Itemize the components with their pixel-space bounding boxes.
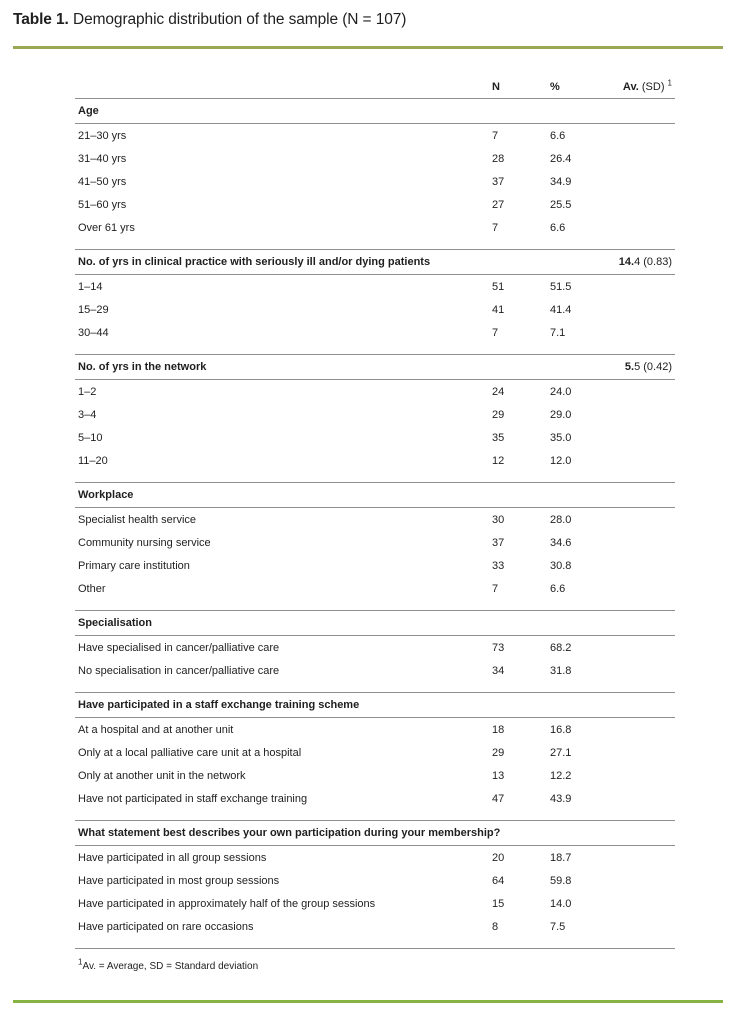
row-label: 1–2 [78, 385, 97, 398]
average-bold-part: 14. [618, 256, 635, 268]
average-bold-part: 5. [624, 361, 635, 373]
row-label: 30–44 [78, 326, 109, 339]
row-label: Have participated in most group sessions [78, 874, 280, 887]
cell-n: 18 [492, 723, 505, 736]
section-header-row [75, 483, 675, 508]
table-row [75, 426, 675, 449]
table-section [75, 693, 675, 821]
row-label: Have participated on rare occasions [78, 920, 254, 933]
cell-n: 34 [492, 664, 505, 677]
cell-n: 29 [492, 746, 505, 759]
section-average-value [610, 256, 675, 268]
cell-percent: 41.4 [550, 303, 572, 316]
cell-percent: 7.1 [550, 326, 566, 339]
table-row [75, 298, 675, 321]
cell-n: 41 [492, 303, 505, 316]
cell-n: 8 [492, 920, 499, 933]
row-label: Have not participated in staff exchange training [78, 792, 308, 805]
cell-n: 73 [492, 641, 505, 654]
section-header-label: No. of yrs in clinical practice with seriously ill and/or dying patients [78, 256, 431, 268]
row-label: 41–50 yrs [78, 175, 127, 188]
table-section [75, 483, 675, 611]
cell-n: 12 [492, 454, 505, 467]
table-row [75, 718, 675, 741]
table-section [75, 250, 675, 355]
section-header-label: No. of yrs in the network [78, 361, 207, 373]
cell-n: 29 [492, 408, 505, 421]
section-header-row [75, 821, 675, 846]
top-rule [13, 46, 723, 49]
table-row [75, 508, 675, 531]
table-section [75, 355, 675, 483]
cell-n: 28 [492, 152, 505, 165]
section-average-value [610, 361, 675, 373]
column-header-percent: % [550, 80, 560, 93]
row-label: Community nursing service [78, 536, 211, 549]
section-header-label: Have participated in a staff exchange training scheme [78, 699, 360, 711]
table-body [75, 99, 675, 949]
table-section [75, 821, 675, 949]
footnote-text: Av. = Average, SD = Standard deviation [82, 961, 259, 972]
row-label: No specialisation in cancer/palliative care [78, 664, 280, 677]
cell-percent: 29.0 [550, 408, 572, 421]
table-row [75, 147, 675, 170]
row-label: Only at another unit in the network [78, 769, 246, 782]
row-label: Specialist health service [78, 513, 197, 526]
column-header-n: N [492, 80, 500, 93]
row-label: Primary care institution [78, 559, 190, 572]
cell-percent: 34.6 [550, 536, 572, 549]
cell-percent: 30.8 [550, 559, 572, 572]
table-row [75, 636, 675, 659]
cell-percent: 34.9 [550, 175, 572, 188]
table-row [75, 380, 675, 403]
row-label: Have participated in all group sessions [78, 851, 267, 864]
row-label: 5–10 [78, 431, 103, 444]
table-row [75, 554, 675, 577]
table-row [75, 531, 675, 554]
section-header-row [75, 99, 675, 124]
cell-n: 64 [492, 874, 505, 887]
table-caption-number: Table 1. [13, 11, 69, 28]
cell-percent: 31.8 [550, 664, 572, 677]
cell-n: 7 [492, 326, 499, 339]
cell-percent: 14.0 [550, 897, 572, 910]
table-row [75, 846, 675, 869]
cell-percent: 18.7 [550, 851, 572, 864]
table-caption [13, 11, 406, 29]
cell-n: 37 [492, 175, 505, 188]
table-caption-text: Demographic distribution of the sample (N = 107) [68, 11, 407, 28]
row-label: 51–60 yrs [78, 198, 127, 211]
section-header-label: Workplace [78, 489, 134, 501]
column-header-sd: (SD) [638, 80, 668, 93]
cell-percent: 25.5 [550, 198, 572, 211]
section-header-row [75, 355, 675, 380]
table-row [75, 787, 675, 810]
table-row [75, 216, 675, 239]
section-header-label: What statement best describes your own participation during your membership? [78, 827, 501, 839]
column-header-average-abbr: Av. [622, 80, 639, 93]
column-header-average [610, 77, 675, 93]
row-label: At a hospital and at another unit [78, 723, 234, 736]
table-row [75, 403, 675, 426]
cell-n: 35 [492, 431, 505, 444]
cell-percent: 43.9 [550, 792, 572, 805]
cell-n: 7 [492, 582, 499, 595]
average-sd-part: 5 (0.42) [634, 361, 672, 373]
table-row [75, 659, 675, 682]
cell-percent: 12.0 [550, 454, 572, 467]
section-header-row [75, 693, 675, 718]
table-row [75, 170, 675, 193]
cell-n: 30 [492, 513, 505, 526]
cell-percent: 6.6 [550, 582, 566, 595]
demographics-table [75, 75, 675, 949]
row-label: Only at a local palliative care unit at a hospital [78, 746, 302, 759]
table-row [75, 577, 675, 600]
table-row [75, 892, 675, 915]
row-label: 3–4 [78, 408, 97, 421]
cell-n: 7 [492, 221, 499, 234]
cell-percent: 27.1 [550, 746, 572, 759]
table-row [75, 321, 675, 344]
cell-percent: 35.0 [550, 431, 572, 444]
column-header-row [75, 75, 675, 99]
section-header-row [75, 250, 675, 275]
row-label: 21–30 yrs [78, 129, 127, 142]
footnote-mark: 1 [78, 957, 83, 967]
cell-percent: 28.0 [550, 513, 572, 526]
table-section [75, 99, 675, 250]
bottom-rule [13, 1000, 723, 1003]
table-row [75, 741, 675, 764]
table-row [75, 915, 675, 938]
cell-n: 37 [492, 536, 505, 549]
cell-n: 24 [492, 385, 505, 398]
row-label: 11–20 [78, 454, 108, 467]
cell-percent: 16.8 [550, 723, 572, 736]
row-label: 31–40 yrs [78, 152, 127, 165]
section-header-label: Specialisation [78, 617, 152, 629]
cell-percent: 51.5 [550, 280, 572, 293]
table-row [75, 275, 675, 298]
row-label: Have participated in approximately half of the group sessions [78, 897, 376, 910]
cell-percent: 26.4 [550, 152, 572, 165]
cell-percent: 68.2 [550, 641, 572, 654]
cell-percent: 6.6 [550, 129, 566, 142]
table-section [75, 611, 675, 693]
cell-n: 15 [492, 897, 505, 910]
table-row [75, 764, 675, 787]
row-label: Other [78, 582, 106, 595]
cell-n: 33 [492, 559, 505, 572]
table-row [75, 124, 675, 147]
footnote [78, 957, 259, 972]
cell-percent: 59.8 [550, 874, 572, 887]
section-header-label: Age [78, 105, 99, 117]
cell-n: 20 [492, 851, 505, 864]
table-row [75, 193, 675, 216]
row-label: 1–14 [78, 280, 103, 293]
row-label: Over 61 yrs [78, 221, 135, 234]
cell-percent: 12.2 [550, 769, 572, 782]
row-label: Have specialised in cancer/palliative care [78, 641, 280, 654]
average-sd-part: 4 (0.83) [634, 256, 672, 268]
cell-n: 27 [492, 198, 505, 211]
cell-n: 47 [492, 792, 505, 805]
cell-n: 7 [492, 129, 499, 142]
table-row [75, 449, 675, 472]
cell-percent: 7.5 [550, 920, 566, 933]
cell-percent: 24.0 [550, 385, 572, 398]
cell-n: 51 [492, 280, 505, 293]
table-row [75, 869, 675, 892]
section-header-row [75, 611, 675, 636]
row-label: 15–29 [78, 303, 109, 316]
column-header-footnote-mark: 1 [667, 77, 672, 87]
cell-percent: 6.6 [550, 221, 566, 234]
cell-n: 13 [492, 769, 505, 782]
